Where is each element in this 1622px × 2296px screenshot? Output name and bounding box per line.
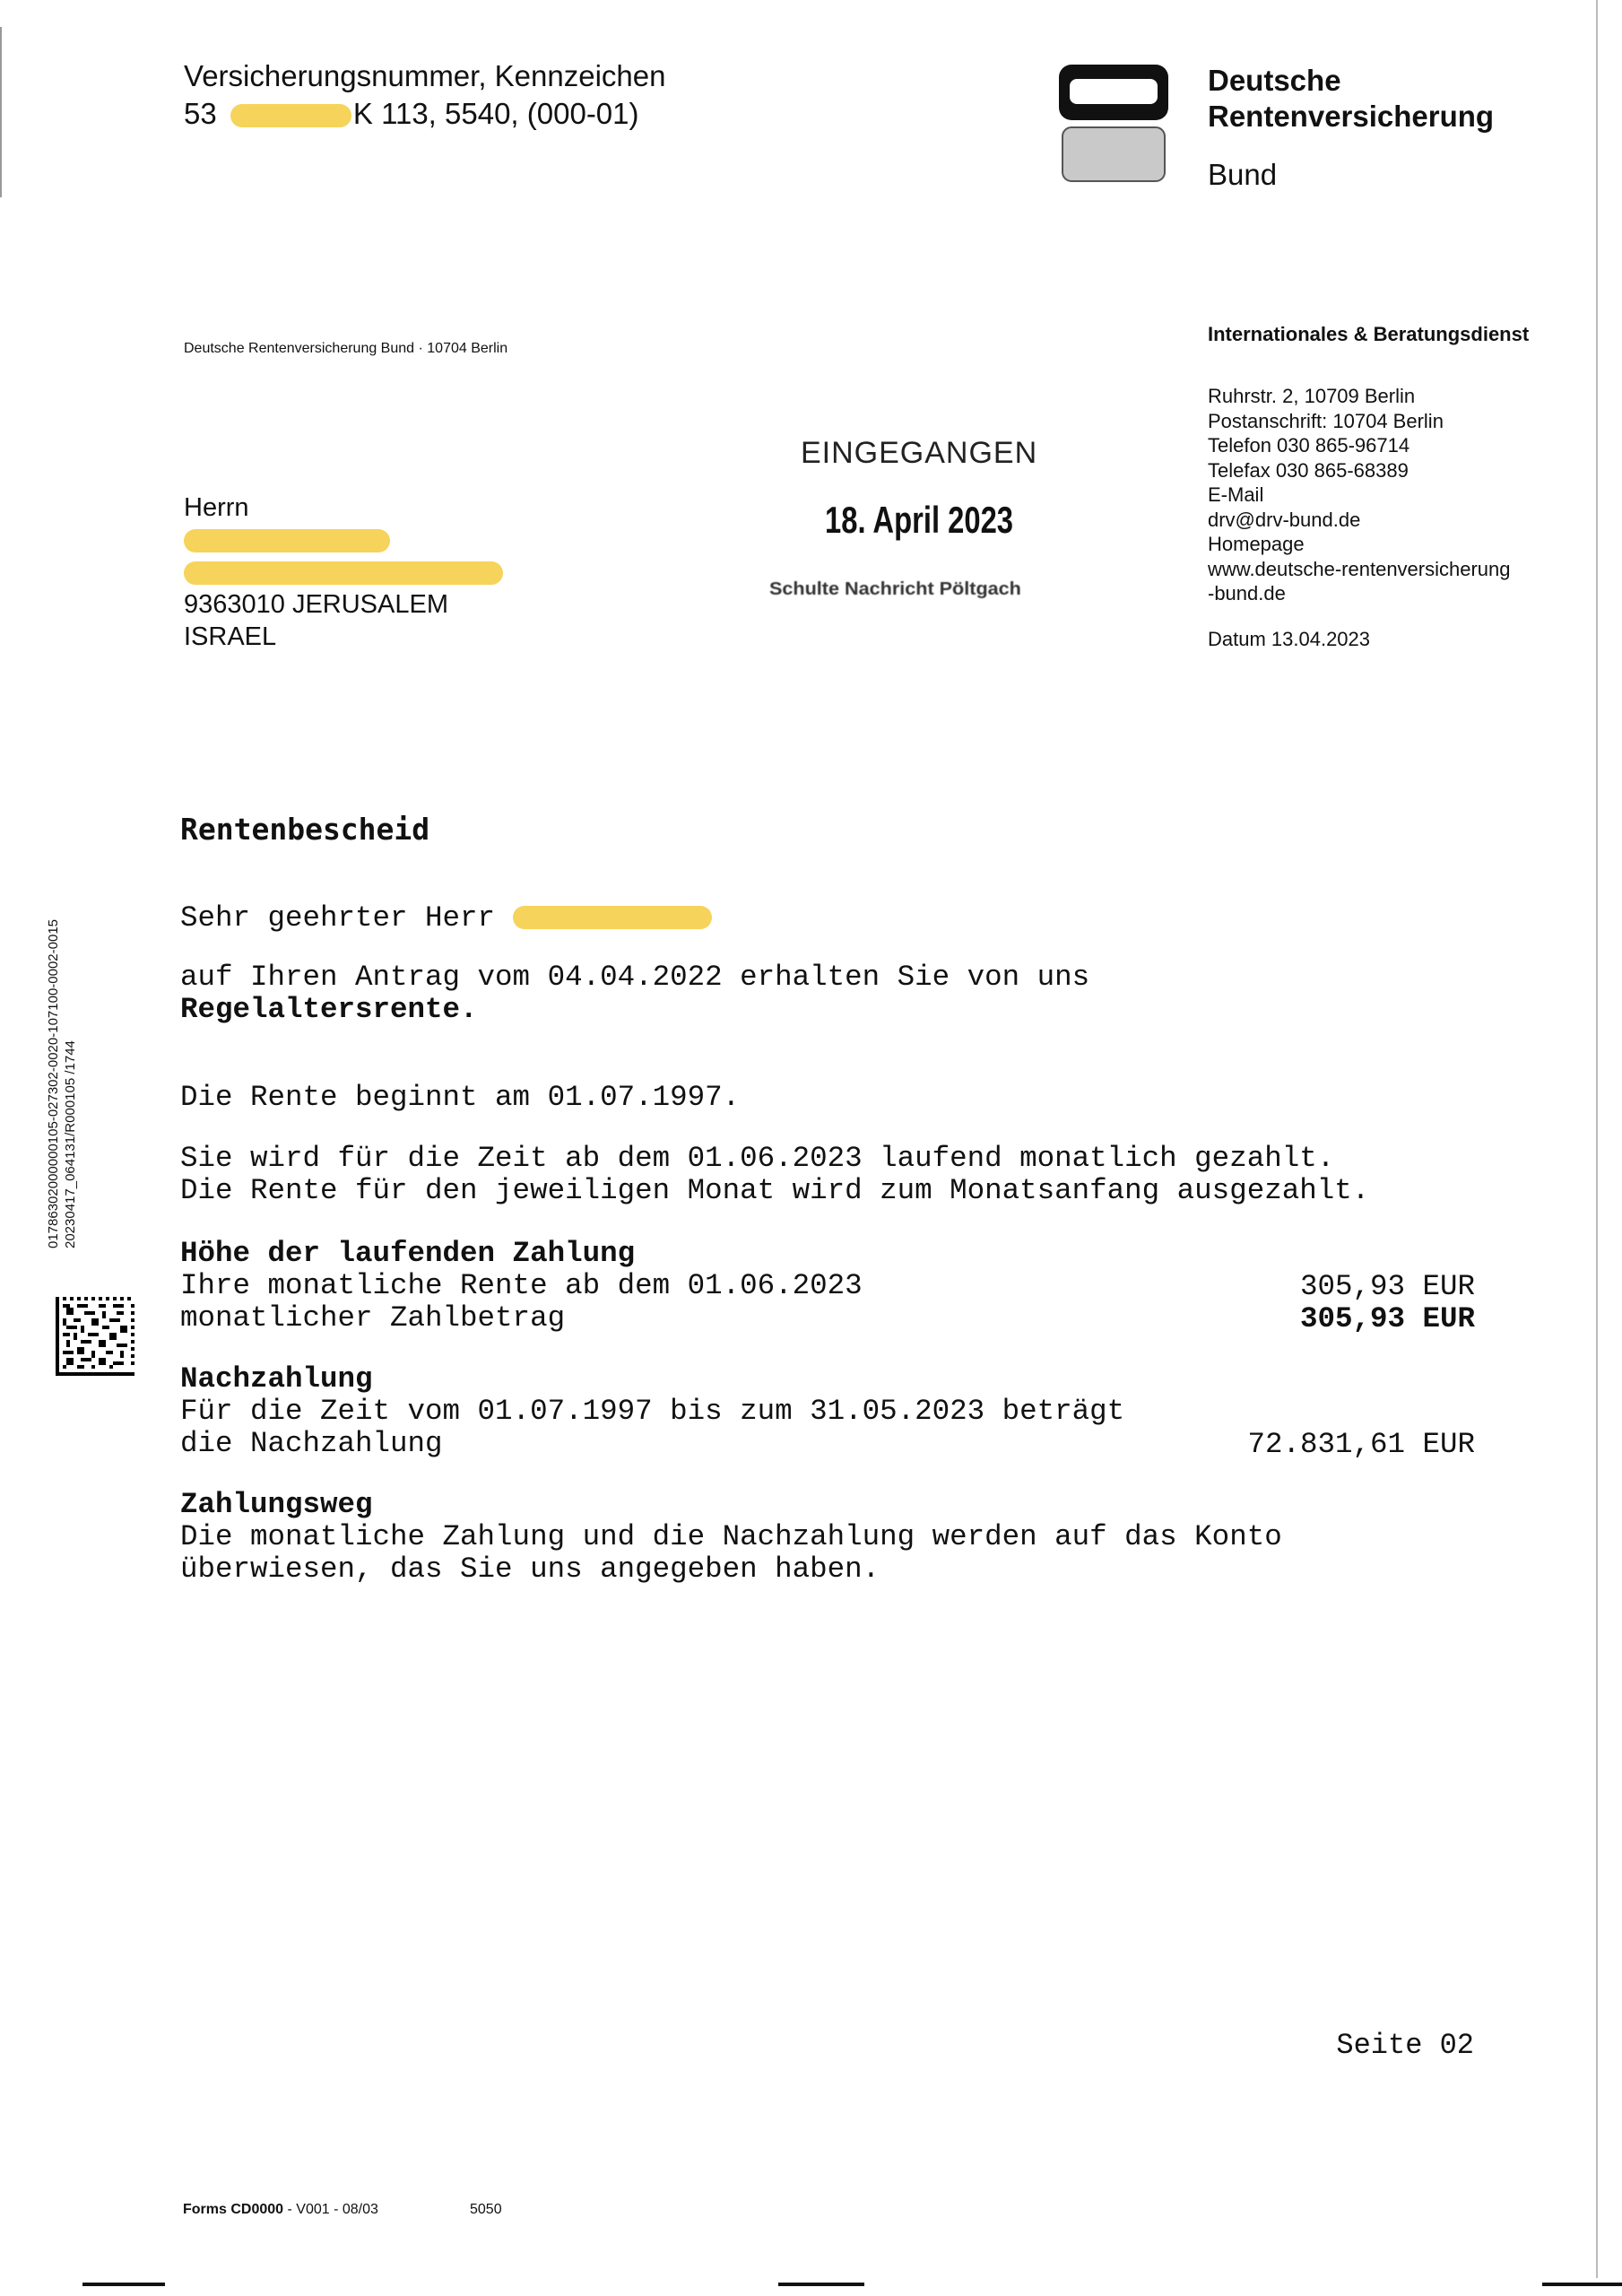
contact-fax: Telefax 030 865-68389: [1208, 458, 1409, 482]
sender-return-address: Deutsche Rentenversicherung Bund · 10704 Berlin: [184, 341, 508, 356]
received-stamp-name: Schulte Nachricht Pöltgach: [769, 579, 1021, 599]
section-heading-payment-amount: Höhe der laufenden Zahlung: [180, 1237, 636, 1270]
drv-logo-icon: [1054, 61, 1175, 187]
insurance-number-label: Versicherungsnummer, Kennzeichen: [184, 59, 666, 92]
recipient-address: [184, 491, 503, 653]
back-payment-period: Für die Zeit vom 01.07.1997 bis zum 31.05.2023 beträgt: [180, 1395, 1125, 1428]
monthly-pension-label: Ihre monatliche Rente ab dem 01.06.2023: [180, 1269, 863, 1302]
greeting: [180, 902, 712, 935]
recipient-street-redacted: [184, 556, 503, 588]
paragraph-payment-line2: Die Rente für den jeweiligen Monat wird zum Monatsanfang ausgezahlt.: [180, 1174, 1370, 1207]
contact-email-label: E-Mail: [1208, 483, 1264, 506]
contact-block: [1208, 384, 1511, 606]
section-heading-back-payment: Nachzahlung: [180, 1362, 373, 1396]
contact-phone: Telefon 030 865-96714: [1208, 434, 1410, 457]
contact-street: Ruhrstr. 2, 10709 Berlin: [1208, 385, 1416, 407]
redaction-mark: [230, 104, 351, 127]
recipient-country: ISRAEL: [184, 622, 277, 651]
payment-method-line1: Die monatliche Zahlung und die Nachzahlung werden auf das Konto: [180, 1520, 1282, 1553]
scan-edge-line: [1596, 0, 1598, 2278]
recipient-salutation: Herrn: [184, 493, 249, 522]
insurance-number-prefix: 53: [184, 97, 217, 130]
scan-edge-mark: [778, 2283, 864, 2286]
page-number: Seite 02: [1336, 2029, 1474, 2062]
monthly-payment-label: monatlicher Zahlbetrag: [180, 1301, 566, 1335]
monthly-pension-value: 305,93 EUR: [1299, 1270, 1475, 1303]
recipient-name-redacted: [184, 524, 503, 556]
org-name-line1: Deutsche: [1208, 64, 1341, 97]
organization-subname: Bund: [1208, 158, 1278, 191]
letter-title: Rentenbescheid: [180, 812, 430, 847]
redaction-mark: [184, 561, 503, 585]
letter-date: Datum 13.04.2023: [1208, 628, 1371, 650]
contact-email: drv@drv-bund.de: [1208, 508, 1361, 531]
contact-homepage-label: Homepage: [1208, 533, 1305, 555]
pension-type: Regelaltersrente.: [180, 993, 478, 1026]
pension-start: Die Rente beginnt am 01.07.1997.: [180, 1081, 741, 1114]
section-heading-payment-method: Zahlungsweg: [180, 1488, 373, 1521]
back-payment-label: die Nachzahlung: [180, 1427, 443, 1460]
insurance-number-suffix: K 113, 5540, (000-01): [352, 97, 639, 130]
department-name: Internationales & Beratungsdienst: [1208, 323, 1530, 345]
received-stamp-label: EINGEGANGEN: [801, 436, 1038, 470]
form-number: 5050: [470, 2202, 502, 2217]
org-name-line2: Rentenversicherung: [1208, 100, 1495, 133]
organization-name: [1208, 63, 1494, 135]
form-code: [183, 2202, 378, 2218]
side-barcode-text: [45, 919, 79, 1248]
received-stamp-date: 18. April 2023: [825, 499, 1014, 541]
form-code-version: - V001 - 08/03: [283, 2202, 378, 2217]
contact-homepage-line2: -bund.de: [1208, 582, 1286, 604]
form-code-id: Forms CD0000: [183, 2202, 284, 2217]
side-code-line1: 01786302000000105-027302-0020-107100-0002-0015: [46, 918, 61, 1248]
recipient-city: 9363010 JERUSALEM: [184, 590, 448, 619]
paragraph-payment: [180, 1143, 1369, 1207]
back-payment-value: 72.831,61 EUR: [1247, 1428, 1475, 1461]
paragraph-application: [180, 961, 1089, 1026]
redaction-mark: [184, 529, 390, 552]
redaction-mark: [513, 906, 712, 929]
paragraph-payment-line1: Sie wird für die Zeit ab dem 01.06.2023 laufend monatlich gezahlt.: [180, 1142, 1335, 1175]
insurance-number: [184, 97, 639, 131]
greeting-text: Sehr geehrter Herr: [180, 901, 496, 935]
datamatrix-code-icon: [56, 1297, 134, 1376]
side-code-line2: 20230417_064131/R000105 /1744: [63, 1040, 78, 1248]
paragraph-application-line1: auf Ihren Antrag vom 04.04.2022 erhalten Sie von uns: [180, 961, 1090, 994]
payment-method-line2: überwiesen, das Sie uns angegeben haben.: [180, 1552, 880, 1586]
scan-edge-mark: [82, 2283, 165, 2286]
scan-edge-mark: [1542, 2283, 1622, 2286]
scan-edge-line: [0, 27, 2, 197]
contact-homepage-line1: www.deutsche-rentenversicherung: [1208, 557, 1511, 580]
monthly-payment-value: 305,93 EUR: [1299, 1302, 1475, 1335]
contact-postal: Postanschrift: 10704 Berlin: [1208, 409, 1444, 432]
